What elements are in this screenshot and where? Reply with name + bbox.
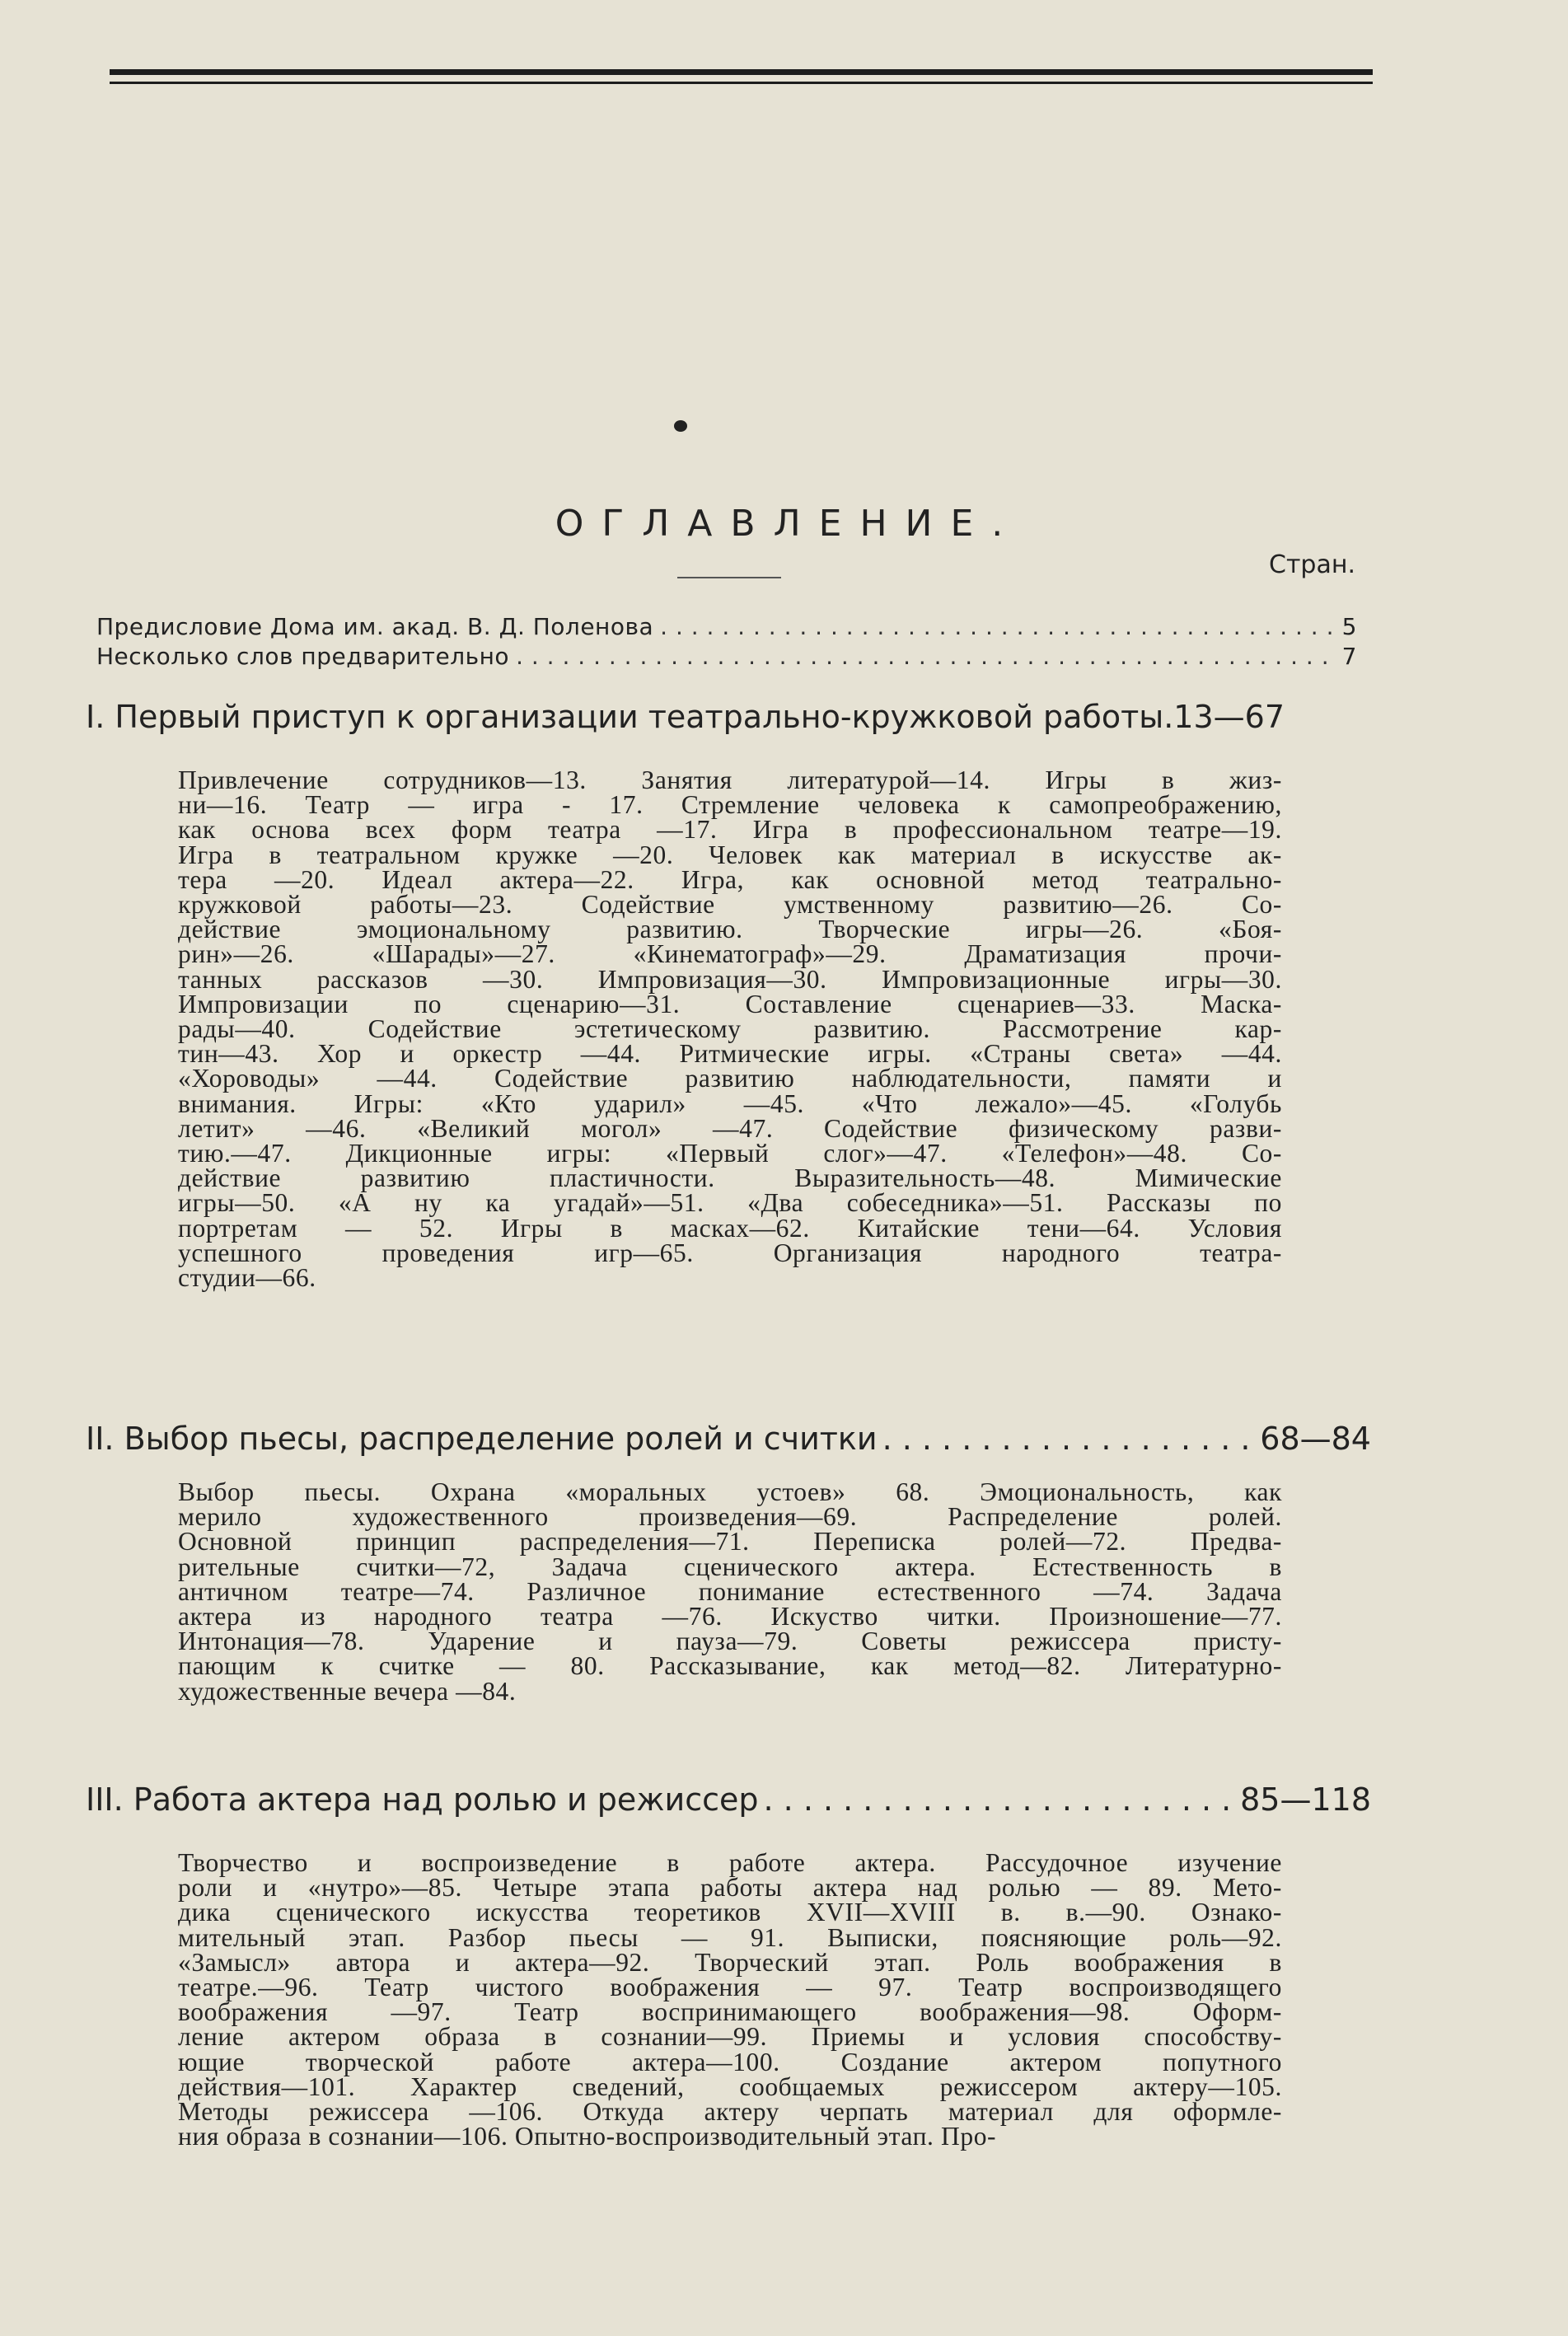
chapter-title: II. Выбор пьесы, распределение ролей и считки [86,1421,878,1457]
leader-dots [516,643,1336,670]
summary-line: Игра в театральном кружке —20. Человек как материал в искусстве ак- [178,840,1282,869]
summary-line: ния образа в сознании—106. Опытно-воспроизводительный этап. Про- [178,2122,997,2151]
chapter-summary [178,1848,1282,2151]
summary-line: рин»—26. «Шарады»—27. «Кинематограф»—29. Драматизация прочи- [178,939,1282,969]
summary-line: тера —20. Идеал актера—22. Игра, как основной метод театрально- [178,864,1282,894]
summary-line: мительный этап. Разбор пьесы — 91. Выписки, поясняющие роль—92. [178,1922,1282,1952]
summary-line: ющие творческой работе актера—100. Создание актером попутного [178,2047,1282,2076]
entry-title: Несколько слов предварительно [96,643,510,670]
chapter-heading [86,699,1371,735]
summary-line: Привлечение сотрудников—13. Занятия литературой—14. Игры в жиз- [178,765,1282,794]
chapter-title: I. Первый приступ к организации театрально-кружковой работы. [86,699,1174,735]
top-rule-thick [110,69,1373,75]
summary-line: тию.—47. Дикционные игры: «Первый слог»—47. «Телефон»—48. Со- [178,1139,1282,1168]
chapter-pages: 68—84 [1260,1421,1371,1457]
leader-dots [764,1781,1238,1818]
summary-line: Интонация—78. Ударение и пауза—79. Советы режиссера присту- [178,1627,1282,1656]
entry-page: 5 [1341,613,1357,640]
summary-line: Выбор пьесы. Охрана «моральных устоев» 68. Эмоциональность, как [178,1477,1282,1506]
chapter-title: III. Работа актера над ролью и режиссер [86,1781,759,1818]
summary-line: действие развитию пластичности. Выразительность—48. Мимические [178,1163,1282,1193]
title-underline [677,577,781,578]
summary-line: как основа всех форм театра —17. Игра в профессиональном театре—19. [178,815,1282,845]
entry-page: 7 [1341,643,1357,670]
summary-line: «Хороводы» —44. Содействие развитию наблюдательности, памяти и [178,1064,1282,1093]
summary-line: античном театре—74. Различное понимание естественного —74. Задача [178,1576,1282,1606]
summary-line: танных рассказов —30. Импровизация—30. Импровизационные игры—30. [178,964,1282,994]
summary-line: актера из народного театра —76. Искуство читки. Произношение—77. [178,1602,1282,1631]
summary-line: театре.—96. Театр чистого воображения — 97. Театр воспроизводящего [178,1973,1282,2002]
summary-line: успешного проведения игр—65. Организация народного театра- [178,1238,1282,1267]
chapter-pages: 85—118 [1240,1781,1371,1818]
summary-line: кружковой работы—23. Содействие умственному развитию—26. Со- [178,890,1282,920]
summary-line: игры—50. «А ну ка угадай»—51. «Два собеседника»—51. Рассказы по [178,1188,1282,1218]
entry-title: Предисловие Дома им. акад. В. Д. Поленова [96,613,654,640]
summary-line: Основной принцип распределения—71. Переписка ролей—72. Предва- [178,1527,1282,1557]
summary-line: воображения —97. Театр воспринимающего воображения—98. Оформ- [178,1997,1282,2027]
leader-dots [660,613,1336,640]
summary-line: ление актером образа в сознании—99. Приемы и условия способству- [178,2022,1282,2052]
summary-line: ни—16. Театр — игра - 17. Стремление человека к самопреображению, [178,790,1282,820]
summary-line: внимания. Игры: «Кто ударил» —45. «Что лежало»—45. «Голубь [178,1088,1282,1118]
ornament-dot [674,420,687,432]
front-matter-entry [96,613,1357,640]
summary-line: действия—101. Характер сведений, сообщаемых режиссером актеру—105. [178,2072,1282,2101]
chapter-heading [86,1781,1371,1818]
summary-line: рады—40. Содействие эстетическому развитию. Рассмотрение кар- [178,1014,1282,1044]
summary-line: летит» —46. «Великий могол» —47. Содействие физическому разви- [178,1113,1282,1143]
summary-line: студии—66. [178,1263,316,1293]
summary-line: Импровизации по сценарию—31. Составление сценариев—33. Маска- [178,989,1282,1018]
chapter-summary [178,1477,1282,1706]
summary-line: роли и «нутро»—85. Четыре этапа работы актера над ролью — 89. Мето- [178,1873,1282,1903]
leader-dots [882,1421,1257,1457]
summary-line: мерило художественного произведения—69. Распределение ролей. [178,1502,1282,1532]
front-matter-entry [96,643,1357,670]
summary-line: рительные считки—72, Задача сценического актера. Естественность в [178,1552,1282,1581]
summary-line: тин—43. Хор и оркестр —44. Ритмические игры. «Страны света» —44. [178,1039,1282,1069]
summary-line: Творчество и воспроизведение в работе актера. Рассудочное изучение [178,1848,1282,1877]
pages-column-label: Стран. [1269,550,1355,579]
chapter-pages: 13—67 [1173,699,1285,735]
summary-line: действие эмоциональному развитию. Творческие игры—26. «Боя- [178,915,1282,944]
summary-line: портретам — 52. Игры в масках—62. Китайские тени—64. Условия [178,1213,1282,1243]
summary-line: Методы режиссера —106. Откуда актеру черпать материал для оформле- [178,2097,1282,2127]
summary-line: художественные вечера —84. [178,1676,517,1706]
chapter-heading [86,1421,1371,1457]
summary-line: «Замысл» автора и актера—92. Творческий этап. Роль воображения в [178,1947,1282,1977]
top-rule-thin [110,82,1373,84]
chapter-summary [178,765,1282,1293]
summary-line: пающим к считке — 80. Рассказывание, как метод—82. Литературно- [178,1651,1282,1681]
page-title: ОГЛАВЛЕНИЕ. [555,503,1022,545]
summary-line: дика сценического искусства теоретиков XVII—XVIII в. в.—90. Ознако- [178,1898,1282,1927]
